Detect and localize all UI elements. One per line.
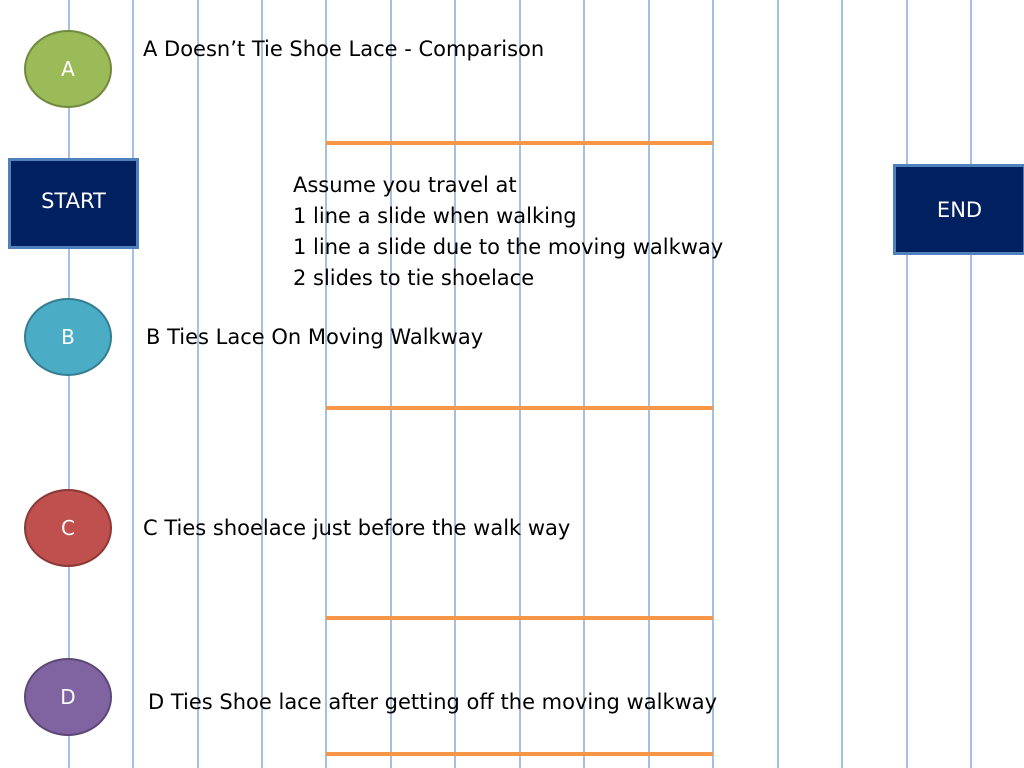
assumption-line: 2 slides to tie shoelace xyxy=(293,266,535,290)
start-box: START xyxy=(8,158,139,249)
circle-d: D xyxy=(24,658,112,736)
assumption-line: 1 line a slide due to the moving walkway xyxy=(293,235,724,259)
scenario-d-label: D Ties Shoe lace after getting off the moving walkway xyxy=(148,690,718,714)
circle-a: A xyxy=(24,30,112,108)
scenario-a-label: A Doesn’t Tie Shoe Lace - Comparison xyxy=(143,37,545,61)
assumptions-text xyxy=(293,170,723,294)
circle-c: C xyxy=(24,489,112,567)
scenario-b-label: B Ties Lace On Moving Walkway xyxy=(146,325,484,349)
end-box: END xyxy=(893,164,1024,255)
circle-b: B xyxy=(24,298,112,376)
assumption-line: Assume you travel at xyxy=(293,173,517,197)
scenario-c-label: C Ties shoelace just before the walk way xyxy=(143,516,571,540)
assumption-line: 1 line a slide when walking xyxy=(293,204,577,228)
